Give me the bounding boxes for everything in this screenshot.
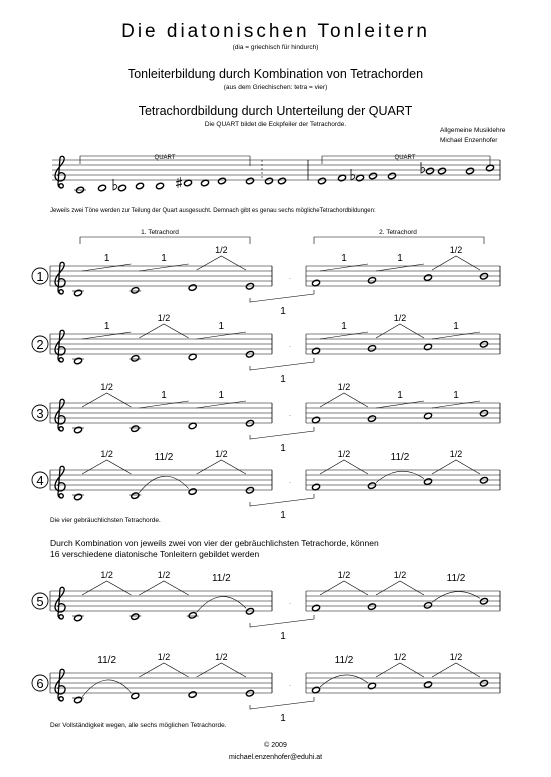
separator-dots: · [289,413,291,419]
half-step-peak [320,393,368,407]
row-staff-right [306,470,500,490]
augmented-step-arc [82,680,131,697]
step-label: 1/2 [449,652,463,662]
row-number: 1 [36,269,44,284]
half-step-peak [432,663,480,677]
whole-note [312,686,321,693]
whole-note [136,182,145,189]
joining-step-label: 1 [280,631,286,642]
step-label: 1/2 [393,570,407,580]
step-label: 1 [397,253,403,264]
whole-note [424,412,433,419]
whole-note [188,612,197,619]
heading-tetrachordbildung-note: Die QUART bildet die Eckpfeiler der Tetrachorde. [204,121,347,128]
step-label: 11/2 [97,655,117,666]
whole-step-line [432,332,480,339]
step-label: 1/2 [157,652,171,662]
half-step-peak [139,324,188,338]
whole-note [368,345,377,352]
treble-clef-icon [55,587,65,619]
separator-dots: · [289,480,291,486]
author-label: Michael Enzenhofer [440,137,498,144]
step-label: 1 [397,390,403,401]
step-label: 1/2 [100,449,113,459]
step-label: 1/2 [337,382,351,392]
whole-note [356,174,365,181]
whole-note [312,604,321,611]
whole-note [312,347,321,354]
whole-note [388,172,397,179]
half-step-peak [376,324,424,338]
step-label: 1 [453,390,459,401]
intro-text: Jeweils zwei Töne werden zur Teilung der Quart ausgesucht. Demnach gibt es genau sechs möglicheTetrachordbildungen: [50,208,376,214]
step-label: 1 [161,390,167,401]
whole-note [131,492,140,499]
whole-note [74,426,83,433]
half-step-peak [376,663,424,677]
whole-step-line [432,401,480,408]
whole-note [156,182,165,189]
step-label: 11/2 [390,452,410,463]
separator-dots: · [289,344,291,350]
course-label: Allgemeine Musiklehre [440,127,506,134]
completeness-caption: Der Vollständigkeit wegen, alle sechs möglichen Tetrachorde. [50,722,227,729]
step-label: 11/2 [446,573,466,584]
whole-step-line [139,401,188,408]
quart-label: QUART [154,155,176,161]
heading-tonleiterbildung: Tonleiterbildung durch Kombination von Tetrachorden [127,67,424,81]
step-label: 1/2 [157,570,171,580]
sharp-stroke [176,184,182,186]
whole-note [246,177,255,184]
whole-note [201,179,210,186]
whole-note [218,177,227,184]
whole-note [424,681,433,688]
whole-note [188,353,197,360]
whole-note [188,284,197,291]
heading-tetrachordbildung: Tetrachordbildung durch Unterteilung der QUART [138,104,413,118]
whole-step-line [320,264,368,271]
whole-note [265,177,274,184]
flat-sign [351,169,355,180]
step-label: 1/2 [157,313,171,323]
treble-clef-icon [55,466,65,498]
joining-step-label: 1 [280,713,286,724]
step-label: 11/2 [334,655,354,666]
page-title: Die diatonischen Tonleitern [121,21,430,42]
whole-step-line [139,264,188,271]
step-label: 1/2 [215,245,228,255]
joining-step-label: 1 [280,306,286,317]
step-label: 1/2 [100,382,113,392]
whole-note [131,613,140,620]
tetrachord-bracket [80,237,250,244]
flat-sign [113,179,117,190]
whole-note [188,422,197,429]
step-label: 1 [161,253,167,264]
title-note: (dia = griechisch für hindurch) [232,44,319,51]
tetrachord-bracket [314,237,484,244]
step-label: 1 [103,253,110,264]
whole-note [368,682,377,689]
step-label: 1/2 [337,449,351,459]
whole-note [131,425,140,432]
whole-note [278,177,287,184]
joining-step-label: 1 [280,443,286,454]
whole-step-line [320,332,368,339]
joining-step-line [250,358,314,370]
augmented-step-arc [320,675,368,687]
quart-staff [52,160,500,180]
row-staff-left [50,334,272,354]
augmented-step-arc [376,471,424,482]
row-staff-right [306,673,500,693]
step-label: 1/2 [449,245,463,255]
sharp-sign [176,177,182,188]
whole-note [312,416,321,423]
quart-label: QUART [394,155,416,161]
whole-note [368,603,377,610]
whole-note [74,289,83,296]
treble-clef-icon [55,399,65,431]
row-staff-left [50,266,272,286]
joining-step-line [250,615,314,627]
separator-dots: · [289,276,291,282]
step-label: 1/2 [393,313,407,323]
whole-step-line [376,401,424,408]
whole-note [74,614,83,621]
combination-text-line-2: 16 verschiedene diatonische Tonleitern gebildet werden [50,549,260,559]
joining-step-label: 1 [280,374,286,385]
whole-note [438,167,447,174]
half-step-peak [197,256,246,270]
whole-note [131,692,140,699]
whole-note [369,172,378,179]
whole-note [318,177,327,184]
whole-step-line [82,264,131,271]
row-number: 2 [36,337,44,352]
step-label: 1 [453,321,459,332]
row-number: 5 [36,594,44,609]
half-step-peak [82,581,131,595]
whole-note [424,343,433,350]
tetrachord-label: 1. Tetrachord [141,229,179,236]
whole-note [312,483,321,490]
sharp-stroke [176,181,182,183]
joining-step-line [250,427,314,439]
half-step-peak [432,256,480,270]
whole-note [426,167,435,174]
joining-step-line [250,290,314,302]
step-label: 1 [218,390,225,401]
email-address: michael.enzenhofer@eduhi.at [228,754,323,761]
whole-note [188,488,197,495]
step-label: 1 [103,321,110,332]
row-number: 4 [36,473,44,488]
step-label: 1/2 [449,449,463,459]
joining-step-line [250,697,314,709]
whole-note [466,167,475,174]
half-step-peak [82,393,131,407]
half-step-peak [432,460,480,474]
step-label: 1/2 [337,570,351,580]
joining-step-label: 1 [280,510,286,521]
separator-dots: · [289,601,291,607]
whole-step-line [376,264,424,271]
whole-note [424,274,433,281]
copyright: © 2009 [264,742,287,749]
half-step-peak [376,581,424,595]
step-label: 11/2 [154,452,174,463]
half-step-peak [320,581,368,595]
whole-note [368,415,377,422]
half-step-peak [82,460,131,474]
whole-note [118,184,127,191]
treble-clef-icon [55,330,65,362]
whole-note [312,279,321,286]
whole-note [184,179,193,186]
whole-note [188,691,197,698]
whole-note [338,174,347,181]
whole-note [98,184,107,191]
step-label: 1 [341,253,347,264]
whole-note [424,478,433,485]
flat-sign [421,162,425,173]
whole-step-line [197,401,246,408]
step-label: 1 [341,321,347,332]
whole-note [131,355,140,362]
half-step-peak [139,663,188,677]
row-staff-left [50,673,272,693]
half-step-peak [197,663,246,677]
row-staff-right [306,403,500,423]
whole-note [368,277,377,284]
step-label: 11/2 [211,573,231,584]
whole-note [368,482,377,489]
step-label: 1/2 [215,652,228,662]
step-label: 1/2 [215,449,228,459]
half-step-peak [320,460,368,474]
whole-note [424,602,433,609]
separator-dots: · [289,683,291,689]
half-step-peak [197,460,246,474]
joining-step-line [250,494,314,506]
step-label: 1/2 [393,652,407,662]
whole-note [131,287,140,294]
whole-step-line [197,332,246,339]
heading-tonleiterbildung-note: (aus dem Griechischen: tetra = vier) [223,84,328,91]
step-label: 1 [218,321,225,332]
half-step-peak [139,581,188,595]
combination-text-line-1: Durch Kombination von jeweils zwei von vier der gebräuchlichsten Tetrachorde, können [50,538,379,548]
whole-note [74,696,83,703]
augmented-step-arc [432,592,480,603]
common-tetrachords-caption: Die vier gebräuchlichsten Tetrachorde. [50,517,161,524]
tetrachord-label: 2. Tetrachord [379,229,417,236]
row-number: 3 [36,406,44,421]
treble-clef-icon [55,262,65,294]
whole-step-line [82,332,131,339]
row-number: 6 [36,676,44,691]
whole-note [74,357,83,364]
whole-note [74,493,83,500]
treble-clef-icon [55,669,65,701]
treble-clef-icon [55,156,65,188]
step-label: 1/2 [100,570,113,580]
augmented-step-arc [197,597,246,613]
